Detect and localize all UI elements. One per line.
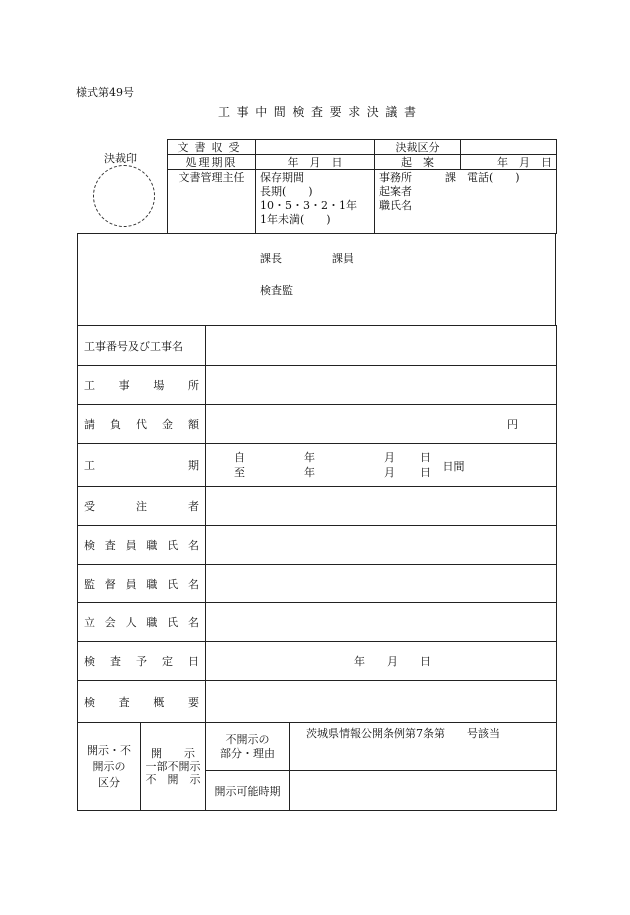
option-non-disclose[interactable]: 不 開 示 (145, 773, 201, 786)
inspection-date-field[interactable]: 年 月 日 (206, 642, 557, 681)
option-partial[interactable]: 一部不開示 (145, 760, 201, 773)
work-location-field[interactable] (206, 366, 557, 405)
retention-cell (256, 170, 375, 234)
draft-label: 起 案 (375, 155, 461, 170)
yen-unit: 円 (507, 418, 518, 431)
inspection-date-label: 検査予定日 (78, 642, 206, 681)
possible-date-label: 開示可能時期 (206, 771, 290, 811)
doc-manager-label: 文書管理主任 (168, 170, 256, 234)
doc-receipt-field[interactable] (256, 140, 375, 155)
work-number-label: 工事番号及び工事名 (78, 326, 206, 366)
possible-date-field[interactable] (290, 771, 557, 811)
inspection-summary-label: 検査概要 (78, 681, 206, 723)
witness-field[interactable] (206, 603, 557, 642)
chief-label: 課長 (260, 252, 282, 265)
inspector-field[interactable] (206, 526, 557, 565)
period-label: 工期 (78, 444, 206, 487)
period-to: 至 (234, 466, 245, 479)
contract-amount-field[interactable] (206, 405, 557, 444)
retention-under-one[interactable]: 1年未満( ) (260, 213, 331, 226)
from-year: 年 (304, 451, 315, 464)
nondisclosure-reason-label (206, 723, 290, 771)
retention-years[interactable]: 10・5・3・2・1年 (260, 199, 357, 212)
office-line: 事務所 課 電話( ) (379, 171, 520, 184)
nondisclosure-label-line1: 不開示の (225, 732, 270, 746)
approval-box (77, 233, 556, 326)
to-month: 月 (384, 466, 395, 479)
document-title: 工事中間検査要求決議書 (218, 105, 423, 119)
seal-circle-icon (93, 165, 155, 227)
nondisclosure-label-line2: 部分・理由 (220, 746, 275, 760)
inspection-summary-field[interactable] (206, 681, 557, 723)
retention-long[interactable]: 長期( ) (260, 185, 313, 198)
staff-label: 課員 (332, 252, 354, 265)
supervisor-label: 監督員職氏名 (78, 565, 206, 603)
to-day: 日 (420, 466, 431, 479)
disclosure-class-label (78, 723, 141, 811)
ordinance-field[interactable]: 茨城県情報公開条例第7条第 号該当 (290, 723, 557, 771)
work-number-field[interactable] (206, 326, 557, 366)
seal-label: 決裁印 (104, 152, 137, 165)
inspector-label: 検査員職氏名 (78, 526, 206, 565)
retention-label: 保存期間 (260, 171, 304, 184)
witness-label: 立会人職氏名 (78, 603, 206, 642)
decision-class-field[interactable] (461, 140, 557, 155)
drafter-label: 起案者 (379, 185, 412, 198)
from-day: 日 (420, 451, 431, 464)
days-label: 日間 (442, 460, 465, 473)
draft-date[interactable]: 年 月 日 (461, 155, 557, 170)
disclosure-label-line1: 開示・不 (87, 743, 131, 757)
to-year: 年 (304, 466, 315, 479)
processing-deadline-label: 処理期限 (168, 155, 256, 170)
inspector-supervisor-label: 検査監 (260, 284, 293, 297)
contractor-label: 受注者 (78, 487, 206, 526)
doc-receipt-label: 文書収受 (168, 140, 256, 155)
decision-class-label: 決裁区分 (375, 140, 461, 155)
contract-amount-label: 請負代金額 (78, 405, 206, 444)
main-table (77, 325, 557, 811)
processing-deadline-date[interactable]: 年 月 日 (256, 155, 375, 170)
name-label: 職氏名 (379, 199, 412, 212)
office-cell (375, 170, 557, 234)
form-number: 様式第49号 (76, 86, 134, 99)
period-from: 自 (234, 451, 245, 464)
contractor-field[interactable] (206, 487, 557, 526)
from-month: 月 (384, 451, 395, 464)
disclosure-label-line3: 区分 (98, 775, 120, 789)
work-location-label: 工事場所 (78, 366, 206, 405)
period-field[interactable] (206, 444, 557, 487)
disclosure-options (141, 723, 206, 811)
option-disclose[interactable]: 開 示 (151, 747, 195, 760)
header-table (167, 139, 557, 234)
supervisor-field[interactable] (206, 565, 557, 603)
disclosure-label-line2: 開示の (92, 759, 126, 773)
